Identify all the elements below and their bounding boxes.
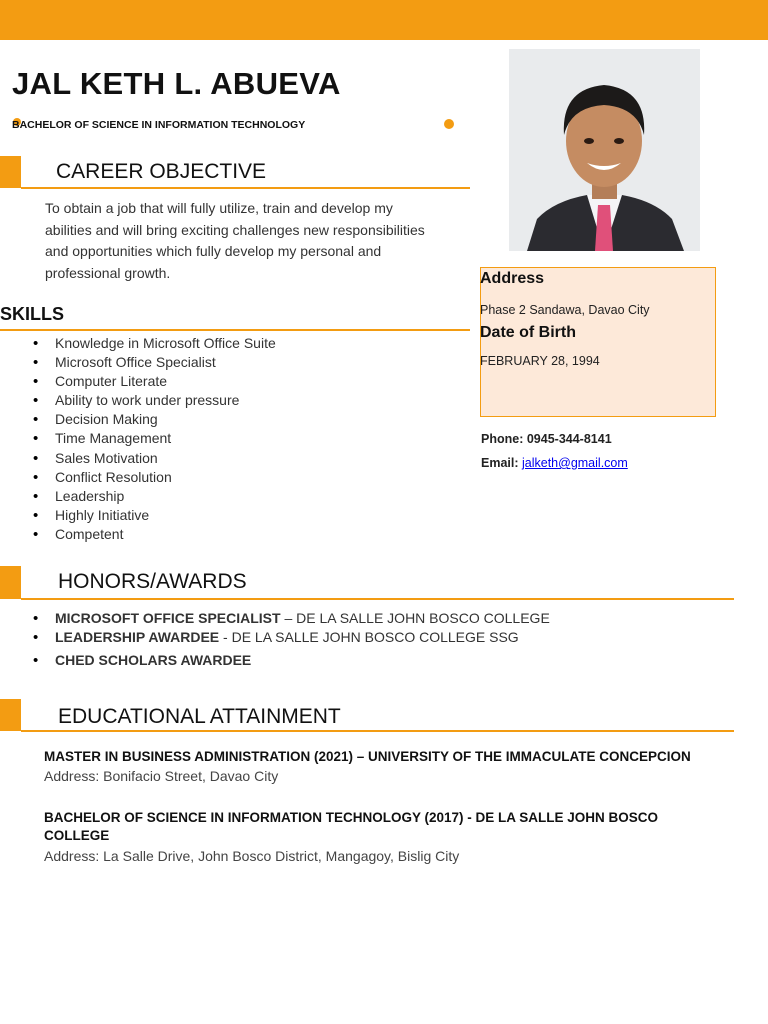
applicant-degree: BACHELOR OF SCIENCE IN INFORMATION TECHNOLOGY xyxy=(12,119,306,131)
list-item xyxy=(30,609,730,628)
award-org: - DE LA SALLE JOHN BOSCO COLLEGE SSG xyxy=(219,629,519,645)
phone-line xyxy=(481,432,612,446)
profile-photo xyxy=(509,49,700,251)
list-item: • Microsoft Office Specialist xyxy=(30,353,450,372)
list-item: • Conflict Resolution xyxy=(30,468,450,487)
personal-info-box xyxy=(480,267,716,417)
education-entry-degree: MASTER IN BUSINESS ADMINISTRATION (2021) – UNIVERSITY OF THE IMMACULATE CONCEPCION xyxy=(44,749,691,764)
address-label: Address xyxy=(480,270,545,287)
award-name: LEADERSHIP AWARDEE xyxy=(55,629,220,645)
award-org: – DE LA SALLE JOHN BOSCO COLLEGE xyxy=(280,610,550,626)
address-value: Phase 2 Sandawa, Davao City xyxy=(480,303,650,317)
objective-line: abilities and will bring exciting challenges new responsibilities xyxy=(45,221,425,238)
education-entry-address: Address: Bonifacio Street, Davao City xyxy=(44,768,279,784)
list-item xyxy=(30,651,730,670)
dob-value: FEBRUARY 28, 1994 xyxy=(480,354,600,368)
phone-value: 0945-344-8141 xyxy=(526,432,612,446)
honors-section-marker xyxy=(0,566,21,599)
skills-heading: SKILLS xyxy=(0,304,65,324)
award-name: MICROSOFT OFFICE SPECIALIST xyxy=(55,610,281,626)
honors-heading: HONORS/AWARDS xyxy=(58,570,247,593)
list-item: • Knowledge in Microsoft Office Suite xyxy=(30,334,450,353)
education-heading: EDUCATIONAL ATTAINMENT xyxy=(58,705,341,728)
list-item: • Sales Motivation xyxy=(30,449,450,468)
objective-line: To obtain a job that will fully utilize, train and develop my xyxy=(45,200,393,216)
education-entry-address: Address: La Salle Drive, John Bosco District, Mangagoy, Bislig City xyxy=(44,848,460,864)
education-section-rule xyxy=(21,730,734,732)
skills-section-rule xyxy=(0,329,470,331)
list-item: • Leadership xyxy=(30,487,450,506)
career-section-marker xyxy=(0,156,21,188)
career-objective-text xyxy=(45,198,475,284)
career-objective-heading: CAREER OBJECTIVE xyxy=(56,160,267,183)
education-entry-degree: BACHELOR OF SCIENCE IN INFORMATION TECHNOLOGY (2017) - DE LA SALLE JOHN BOSCO COLLEGE xyxy=(44,810,659,843)
list-item: • Time Management xyxy=(30,429,450,448)
email-line xyxy=(481,456,628,470)
list-item: • Ability to work under pressure xyxy=(30,391,450,410)
email-label: Email: xyxy=(481,456,519,470)
phone-label: Phone: xyxy=(481,432,524,446)
list-item: • Competent xyxy=(30,525,450,544)
applicant-name: JAL KETH L. ABUEVA xyxy=(12,66,341,101)
objective-line: and opportunities which fully develop my personal and xyxy=(45,243,382,259)
objective-line: professional growth. xyxy=(45,264,171,281)
award-name: CHED SCHOLARS AWARDEE xyxy=(55,652,252,668)
list-item xyxy=(30,628,730,647)
top-accent-bar xyxy=(0,0,768,40)
dob-label: Date of Birth xyxy=(480,324,576,341)
career-section-rule xyxy=(21,187,470,189)
list-item: • Highly Initiative xyxy=(30,506,450,525)
email-link[interactable]: jalketh@gmail.com xyxy=(522,456,628,470)
honors-list xyxy=(30,609,730,670)
skills-list xyxy=(30,334,450,544)
accent-dot-right xyxy=(444,119,454,129)
list-item: • Computer Literate xyxy=(30,372,450,391)
list-item: • Decision Making xyxy=(30,410,450,429)
honors-section-rule xyxy=(21,598,734,600)
education-section-marker xyxy=(0,699,21,731)
